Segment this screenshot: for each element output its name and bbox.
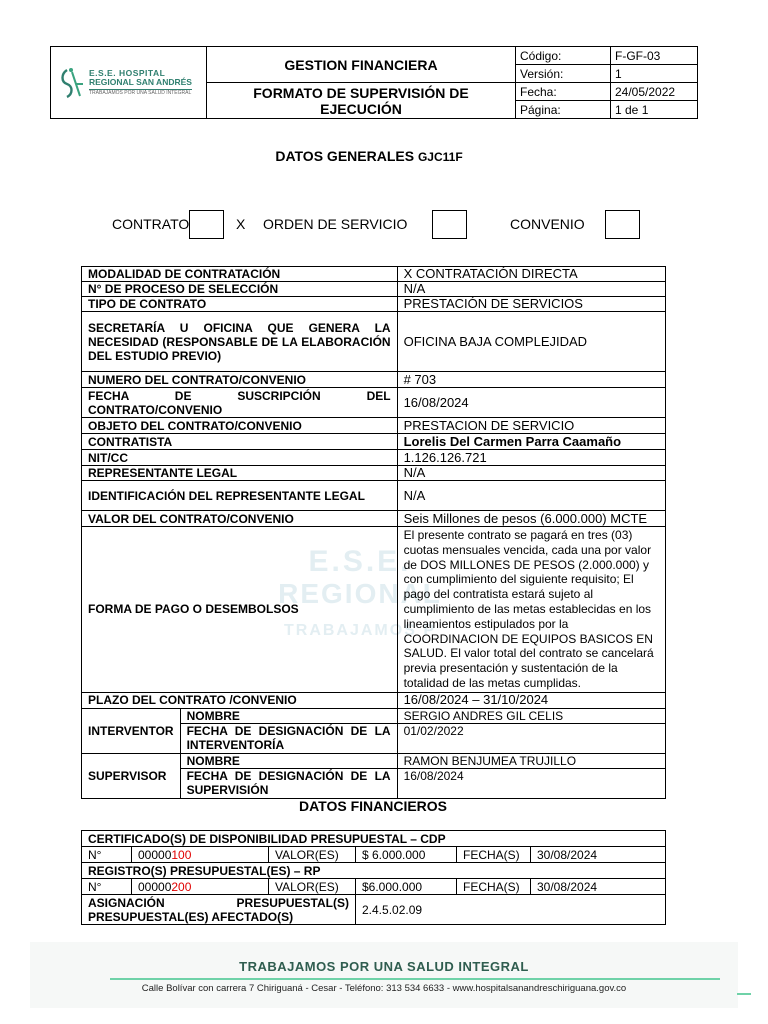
nit-value: 1.126.126.721: [397, 450, 665, 466]
orden-checkbox[interactable]: [432, 210, 467, 239]
cdp-valor-label: VALOR(ES): [269, 847, 356, 863]
logo-cell: [51, 47, 207, 119]
supervisor-nombre-label: NOMBRE: [180, 753, 397, 768]
cdp-number: 00000100: [132, 847, 269, 863]
meta-value: 24/05/2022: [611, 83, 698, 101]
numero-label: NUMERO DEL CONTRATO/CONVENIO: [82, 372, 398, 388]
datos-generales-title: DATOS GENERALES GJC11F: [275, 148, 463, 164]
footer-background: [30, 942, 738, 1008]
footer-divider: [110, 978, 720, 980]
convenio-label: CONVENIO: [510, 216, 585, 232]
logo-line2: REGIONAL SAN ANDRÉS: [89, 76, 192, 87]
hospital-logo-icon: [59, 66, 85, 100]
meta-label: Fecha:: [516, 83, 611, 101]
cdp-fecha-value: 30/08/2024: [531, 847, 666, 863]
rp-fecha-label: FECHA(S): [457, 879, 531, 895]
orden-x-mark: X: [236, 216, 246, 232]
footer-address: Calle Bolívar con carrera 7 Chiriguaná - Cesar - Teléfono: 313 534 6633 - www.hospitalsanandreschiriguana.gov.co: [141, 983, 627, 994]
interventor-fecha-value: 01/02/2022: [397, 723, 665, 753]
meta-value: 1: [611, 65, 698, 83]
meta-label: Página:: [516, 101, 611, 119]
forma-pago-value: El presente contrato se pagará en tres (03) cuotas mensuales vencida, cada una por valor de DOS MILLONES DE PESOS (2.000.000) y con cumplimiento del siguiente requisito; El pago del contratista estará sujeto al cumplimiento de las metas establecidas en los lineamientos estipulados por la COORDINACION DE EQUIPOS BASICOS EN SALUD. El valor total del contrato se cancelará previa presentación y sustentación de la totalidad de las metas cumplidas.: [397, 527, 665, 693]
objeto-label: OBJETO DEL CONTRATO/CONVENIO: [82, 418, 398, 434]
logo-line3: TRABAJAMOS POR UNA SALUD INTEGRAL: [89, 89, 192, 96]
meta-label: Código:: [516, 47, 611, 65]
convenio-checkbox[interactable]: [605, 210, 640, 239]
plazo-label: PLAZO DEL CONTRATO /CONVENIO: [82, 692, 398, 708]
proceso-label: N° DE PROCESO DE SELECCIÓN: [82, 282, 398, 297]
nit-label: NIT/CC: [82, 450, 398, 466]
valor-label: VALOR DEL CONTRATO/CONVENIO: [82, 511, 398, 527]
tipo-label: TIPO DE CONTRATO: [82, 297, 398, 312]
logo-line1: E.S.E. HOSPITAL: [89, 67, 166, 78]
cdp-valor-value: $ 6.000.000: [356, 847, 457, 863]
interventor-nombre-label: NOMBRE: [180, 708, 397, 723]
fecha-suscripcion-label: FECHA DE SUSCRIPCIÓN DEL CONTRATO/CONVENIO: [82, 388, 398, 418]
proceso-value: N/A: [397, 282, 665, 297]
watermark-line3: TRABAJAMOS P: [283, 622, 436, 639]
asignacion-label: ASIGNACIÓN PRESUPUESTAL(S) PRESUPUESTAL(ES) AFECTADO(S): [82, 895, 356, 925]
footer-title: TRABAJAMOS POR UNA SALUD INTEGRAL: [239, 959, 529, 974]
meta-value: 1 de 1: [611, 101, 698, 119]
rp-n-label: N°: [82, 879, 132, 895]
orden-label: ORDEN DE SERVICIO: [263, 216, 408, 232]
interventor-fecha-label: FECHA DE DESIGNACIÓN DE LA INTERVENTORÍA: [180, 723, 397, 753]
supervisor-fecha-label: FECHA DE DESIGNACIÓN DE LA SUPERVISIÓN: [180, 768, 397, 798]
datos-generales-code: GJC11F: [417, 150, 463, 164]
representante-value: N/A: [397, 466, 665, 481]
tipo-value: PRESTACIÓN DE SERVICIOS: [397, 297, 665, 312]
header-title-1: GESTION FINANCIERA: [207, 47, 516, 83]
meta-label: Versión:: [516, 65, 611, 83]
contratista-value: Lorelis Del Carmen Parra Caamaño: [397, 434, 665, 450]
fecha-suscripcion-value: 16/08/2024: [397, 388, 665, 418]
cdp-header: CERTIFICADO(S) DE DISPONIBILIDAD PRESUPUESTAL – CDP: [82, 831, 666, 847]
cdp-n-label: N°: [82, 847, 132, 863]
general-data-table: [81, 266, 666, 799]
datos-financieros-title: DATOS FINANCIEROS: [298, 798, 448, 814]
contrato-label: CONTRATO: [112, 216, 190, 232]
secretaria-value: OFICINA BAJA COMPLEJIDAD: [397, 312, 665, 372]
forma-pago-label: FORMA DE PAGO O DESEMBOLSOS: [82, 527, 398, 693]
interventor-label: INTERVENTOR: [82, 708, 181, 753]
rp-header: REGISTRO(S) PRESUPUESTAL(ES) – RP: [82, 863, 666, 879]
modalidad-value: X CONTRATACIÓN DIRECTA: [397, 267, 665, 282]
interventor-nombre-value: SERGIO ANDRES GIL CELIS: [397, 708, 665, 723]
objeto-value: PRESTACION DE SERVICIO: [397, 418, 665, 434]
header-title-2: FORMATO DE SUPERVISIÓN DE EJECUCIÓN: [207, 83, 516, 119]
contratista-label: CONTRATISTA: [82, 434, 398, 450]
cdp-fecha-label: FECHA(S): [457, 847, 531, 863]
plazo-value: 16/08/2024 – 31/10/2024: [397, 692, 665, 708]
supervisor-label: SUPERVISOR: [82, 753, 181, 798]
supervisor-nombre-value: RAMON BENJUMEA TRUJILLO: [397, 753, 665, 768]
secretaria-label: SECRETARÍA U OFICINA QUE GENERA LA NECESIDAD (RESPONSABLE DE LA ELABORACIÓN DEL ESTUDIO PREVIO): [82, 312, 398, 372]
rp-valor-label: VALOR(ES): [269, 879, 356, 895]
identificacion-value: N/A: [397, 481, 665, 511]
representante-label: REPRESENTANTE LEGAL: [82, 466, 398, 481]
rp-fecha-value: 30/08/2024: [531, 879, 666, 895]
meta-value: F-GF-03: [611, 47, 698, 65]
valor-value: Seis Millones de pesos (6.000.000) MCTE: [397, 511, 665, 527]
header-table: [50, 46, 698, 119]
supervisor-fecha-value: 16/08/2024: [397, 768, 665, 798]
rp-number: 00000200: [132, 879, 269, 895]
watermark-line1: E.S.E.: [308, 545, 412, 578]
identificacion-label: IDENTIFICACIÓN DEL REPRESENTANTE LEGAL: [82, 481, 398, 511]
modalidad-label: MODALIDAD DE CONTRATACIÓN: [82, 267, 398, 282]
watermark-line2: REGIONAL: [278, 578, 442, 609]
asignacion-value: 2.4.5.02.09: [356, 895, 666, 925]
contrato-checkbox[interactable]: [189, 210, 224, 239]
rp-valor-value: $6.000.000: [356, 879, 457, 895]
numero-value: # 703: [397, 372, 665, 388]
footer-dash: [737, 993, 751, 995]
financial-table: [81, 830, 666, 925]
